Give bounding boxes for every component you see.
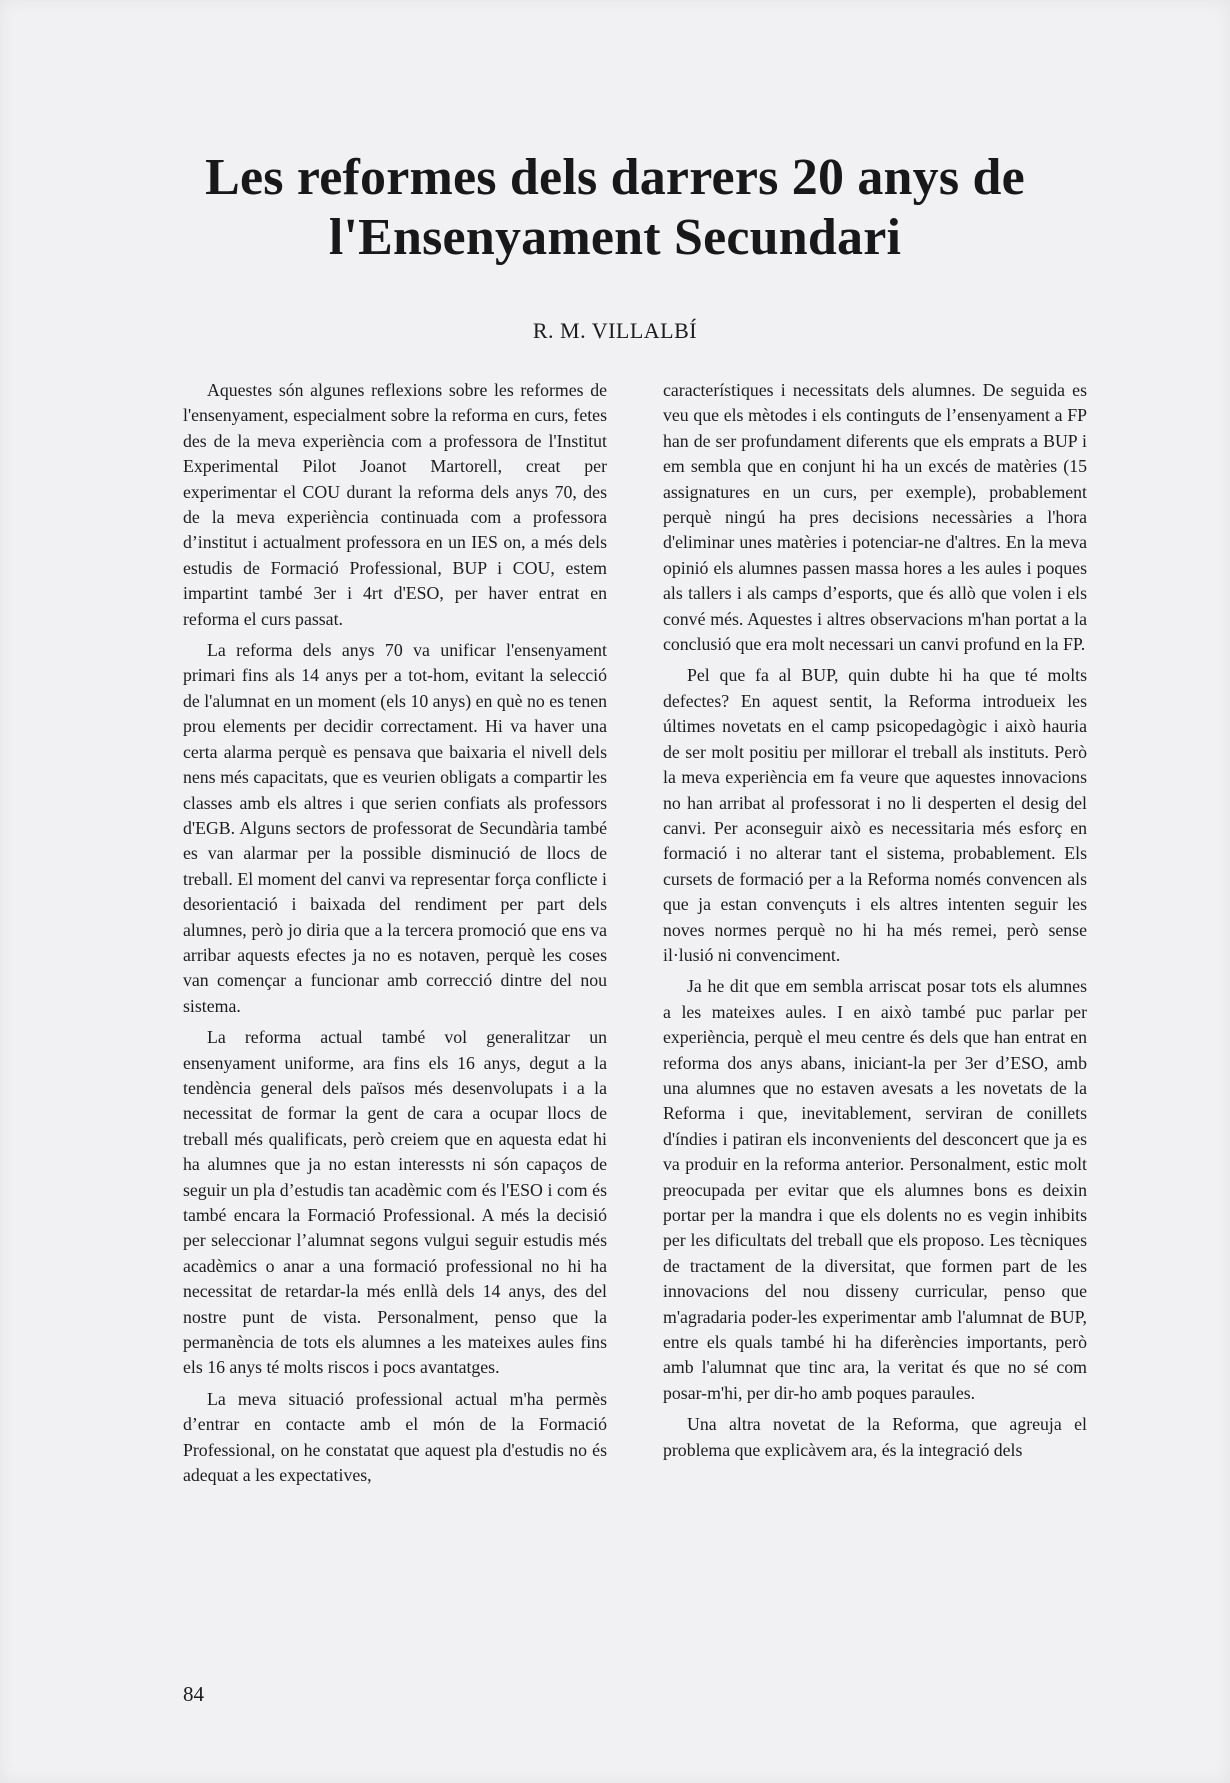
- right-paragraph-1: característiques i necessitats dels alumnes. De seguida es veu que els mètodes i els continguts de l’ensenyament a FP han de ser profundament diferents que els emprats a BUP i em sembla que en conjunt hi ha un excés de matèries (15 assignatures en un curs, per exemple), probablement perquè ningú ha pres decisions necessàries a l'hora d'eliminar unes matèries i potenciar-ne d'altres. En la meva opinió els alumnes passen massa hores a les aules i poques als tallers i als camps d’esports, que és allò que volen i els convé més. Aquestes i altres observacions m'han portat a la conclusió que era molt necessari un canvi profund en la FP.: [663, 380, 1087, 655]
- left-paragraph-3: La reforma actual també vol generalitzar un ensenyament uniforme, ara fins els 16 anys, degut a la tendència general dels països més desenvolupats i a la necessitat de formar la gent de cara a ocupar llocs de treball més qualificats, però creiem que en aquesta edat hi ha alumnes que ja no estan interessts ni són capaços de seguir un pla d’estudis tan acadèmic com és l'ESO i com és també encara la Formació Professional. A més la decisió per seleccionar l’alumnat segons vulgui seguir estudis més acadèmics o anar a una formació professional no hi ha necessitat de retardar-la més enllà dels 14 anys, des del nostre punt de vista. Personalment, penso que la permanència de tots els alumnes a les mateixes aules fins els 16 anys té molts riscos i pocs avantatges.: [183, 1027, 607, 1378]
- article-author: R. M. VILLALBÍ: [532, 318, 698, 343]
- left-paragraph-2: La reforma dels anys 70 va unificar l'ensenyament primari fins als 14 anys per a tot-hom, evitant la selecció de l'alumnat en un moment (els 10 anys) en què no es tenen prou elements per decidir correctament. Hi va haver una certa alarma perquè es pensava que baixaria el nivell dels nens més capacitats, que es veurien obligats a compartir les classes amb els altres i que serien confiats als professors d'EGB. Alguns sectors de professorat de Secundària també es van alarmar per la possible disminució de llocs de treball. El moment del canvi va representar força conflicte i desorientació i baixada del rendiment per part dels alumnes, però jo diria que a la tercera promoció que ens va arribar aquests efectes ja no es notaven, perquè les coses van començar a funcionar amb correcció dintre del nou sistema.: [183, 640, 607, 1016]
- article-title-line-1: Les reformes dels darrers 20 anys de: [205, 149, 1025, 206]
- right-text-column: [663, 378, 1087, 1469]
- left-paragraph-1: Aquestes són algunes reflexions sobre les reformes de l'ensenyament, especialment sobre la reforma en curs, fetes des de la meva experiència com a professora de l'Institut Experimental Pilot Joanot Martorell, creat per experimentar el COU durant la reforma dels anys 70, des de la meva experiència continuada com a professora d’institut i actualment professora en un IES on, a més dels estudis de Formació Professional, BUP i COU, estem impartint també 3er i 4rt d'ESO, per haver entrat en reforma el curs passat.: [183, 380, 607, 629]
- right-paragraph-2: Pel que fa al BUP, quin dubte hi ha que té molts defectes? En aquest sentit, la Reforma introdueix les últimes novetats en el camp psicopedagògic i això hauria de ser molt positiu per millorar el treball als instituts. Però la meva experiència em fa veure que aquestes innovacions no han arribat al professorat i no li desperten el desig del canvi. Per aconseguir això es necessitaria més esforç en formació i no alterar tant el sistema, probablement. Els cursets de formació per a la Reforma només convencen als que ja estan convençuts i els altres intenten seguir les noves normes perquè no hi ha més remei, però sense il·lusió ni convenciment.: [663, 665, 1087, 965]
- left-text-column: [183, 378, 607, 1494]
- right-paragraph-3: Ja he dit que em sembla arriscat posar tots els alumnes a les mateixes aules. I en això també puc parlar per experiència, perquè el meu centre és dels que han entrat en reforma dos anys abans, iniciant-la per 3er d’ESO, amb una alumnes que no estaven avesats a les novetats de la Reforma i que, inevitablement, serviran de conillets d'índies i patiran els inconvenients del desconcert que ja es va produir en la reforma anterior. Personalment, estic molt preocupada per evitar que els alumnes bons es deixin portar per la mandra i que els dolents no es vegin inhibits per les dificultats del treball que els proposo. Les tècniques de tractament de la diversitat, que formen part de les innovacions del nou disseny curricular, penso que m'agradaria poder-les experimentar amb l'alumnat de BUP, entre els quals també hi ha diferències importants, però amb l'alumnat que tinc ara, la veritat és que no sé com posar-m'hi, per dir-ho amb poques paraules.: [663, 976, 1087, 1403]
- left-paragraph-4: La meva situació professional actual m'ha permès d’entrar en contacte amb el món de la Formació Professional, on he constatat que aquest pla d'estudis no és adequat a les expectatives,: [183, 1388, 607, 1486]
- article-title: [90, 148, 1140, 268]
- page-number: 84: [183, 1682, 204, 1706]
- article-title-line-2: l'Ensenyament Secundari: [328, 209, 902, 266]
- right-paragraph-4: Una altra novetat de la Reforma, que agreuja el problema que explicàvem ara, és la integració dels: [663, 1414, 1087, 1460]
